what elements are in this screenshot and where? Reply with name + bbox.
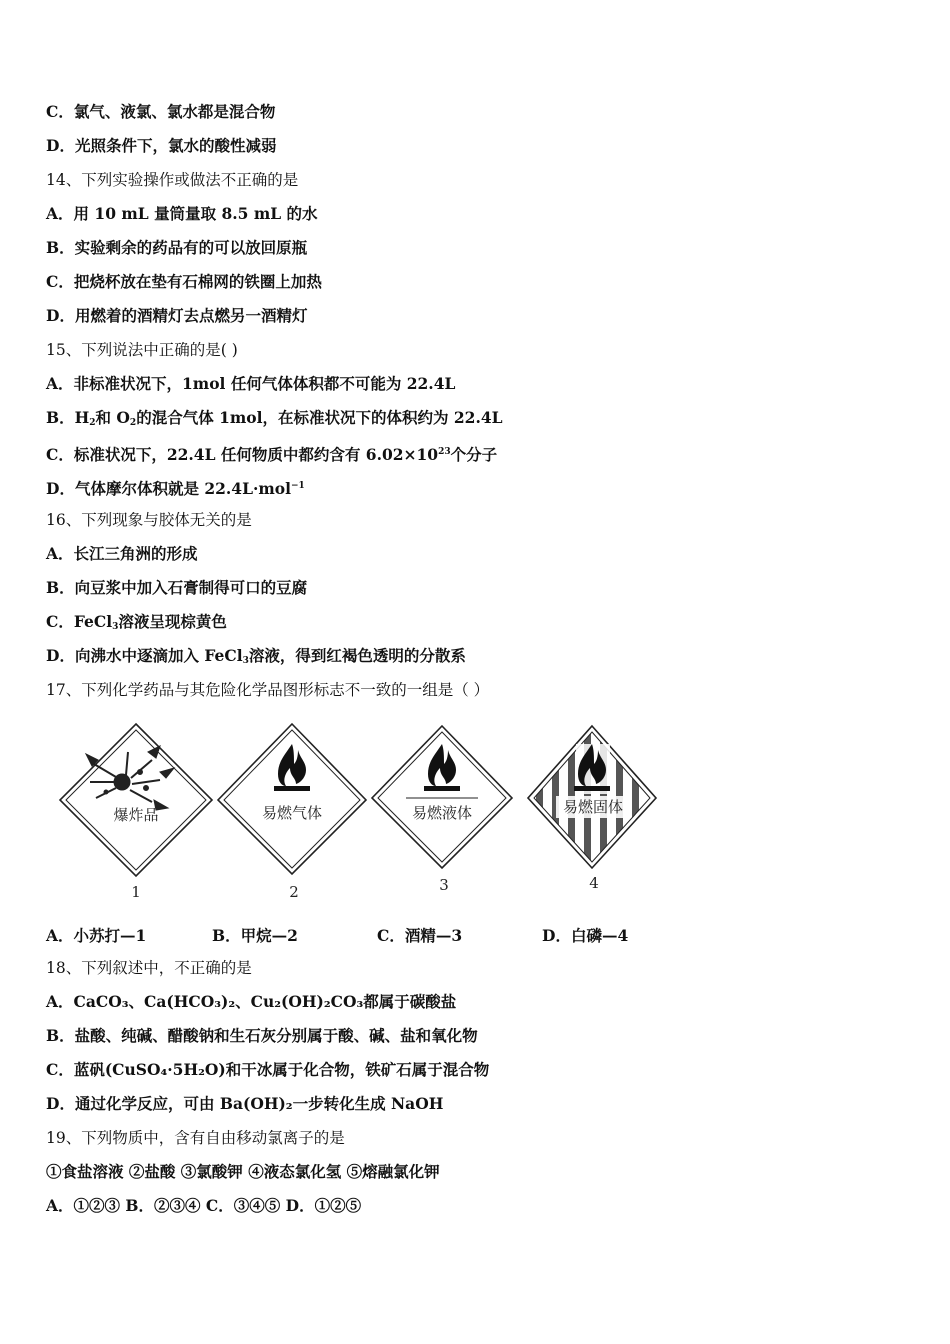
q16-option-a: A．长江三角洲的形成 (46, 544, 198, 563)
q14-option-a: A．用 10 mL 量筒量取 8.5 mL 的水 (46, 204, 318, 223)
q18-option-b: B．盐酸、纯碱、醋酸钠和生石灰分别属于酸、碱、盐和氧化物 (46, 1026, 478, 1045)
sign-number-1: 1 (131, 883, 141, 901)
hazard-signs-svg (56, 722, 676, 902)
flammable-liquid-sign (372, 726, 512, 894)
q17-option-c: C．酒精—3 (377, 926, 463, 945)
q17-stem: 17、下列化学药品与其危险化学品图形标志不一致的一组是（ ） (46, 681, 490, 699)
q14-option-b: B．实验剩余的药品有的可以放回原瓶 (46, 238, 308, 257)
q14-option-c: C．把烧杯放在垫有石棉网的铁圈上加热 (46, 272, 322, 291)
q15-option-a: A．非标准状况下，1mol 任何气体体积都不可能为 22.4L (46, 374, 456, 393)
flammable-gas-sign (218, 724, 366, 901)
sign-label-flammable-liquid: 易燃液体 (411, 804, 473, 822)
q17-options (46, 924, 746, 946)
q15-option-b: B．$H_2$和 $O_2$的混合气体 1mol，在标准状况下的体积约为 22.4L (46, 408, 503, 428)
q15-option-d: D．气体摩尔体积就是 22.4L·mol$^{-1}$ (46, 479, 305, 498)
q17-option-b: B．甲烷—2 (212, 926, 298, 945)
q13-option-d: D．光照条件下，氯水的酸性减弱 (46, 136, 277, 155)
explosive-sign (60, 724, 212, 901)
hazard-signs-figure (56, 722, 676, 902)
q13-option-c: C．氯气、液氯、氯水都是混合物 (46, 102, 276, 121)
q17-option-a: A．小苏打—1 (46, 926, 147, 945)
q19-stem: 19、下列物质中，含有自由移动氯离子的是 (46, 1129, 345, 1147)
q16-option-d: D．向沸水中逐滴加入 FeCl$_3$溶液，得到红褐色透明的分散系 (46, 646, 466, 666)
sign-label-flammable-gas: 易燃气体 (261, 804, 323, 822)
q19-options: A．①②③ B．②③④ C．③④⑤ D．①②⑤ (46, 1196, 362, 1215)
q14-option-d: D．用燃着的酒精灯去点燃另一酒精灯 (46, 306, 308, 325)
q16-option-c: C．FeCl$_3$溶液呈现棕黄色 (46, 612, 227, 632)
q18-stem: 18、下列叙述中，不正确的是 (46, 959, 252, 977)
sign-label-explosive: 爆炸品 (113, 806, 159, 824)
q16-stem: 16、下列现象与胶体无关的是 (46, 511, 252, 529)
sign-number-3: 3 (439, 876, 449, 894)
flammable-solid-sign (528, 722, 656, 892)
q17-option-d: D．白磷—4 (542, 926, 629, 945)
q18-option-d: D．通过化学反应，可由 Ba(OH)₂一步转化生成 NaOH (46, 1094, 444, 1113)
q14-stem: 14、下列实验操作或做法不正确的是 (46, 171, 299, 189)
sign-label-flammable-solid: 易燃固体 (562, 798, 624, 816)
q18-option-a: A．CaCO₃、Ca(HCO₃)₂、Cu₂(OH)₂CO₃都属于碳酸盐 (46, 992, 457, 1011)
q18-option-c: C．蓝矾(CuSO₄·5H₂O)和干冰属于化合物，铁矿石属于混合物 (46, 1060, 490, 1079)
sign-number-2: 2 (289, 883, 299, 901)
q15-option-c: C．标准状况下，22.4L 任何物质中都约含有 $6.02\times 10^{23}$个分子 (46, 445, 498, 464)
q19-items: ①食盐溶液 ②盐酸 ③氯酸钾 ④液态氯化氢 ⑤熔融氯化钾 (46, 1162, 440, 1181)
q15-stem: 15、下列说法中正确的是( ) (46, 341, 238, 359)
q16-option-b: B．向豆浆中加入石膏制得可口的豆腐 (46, 578, 308, 597)
sign-number-4: 4 (589, 874, 599, 892)
